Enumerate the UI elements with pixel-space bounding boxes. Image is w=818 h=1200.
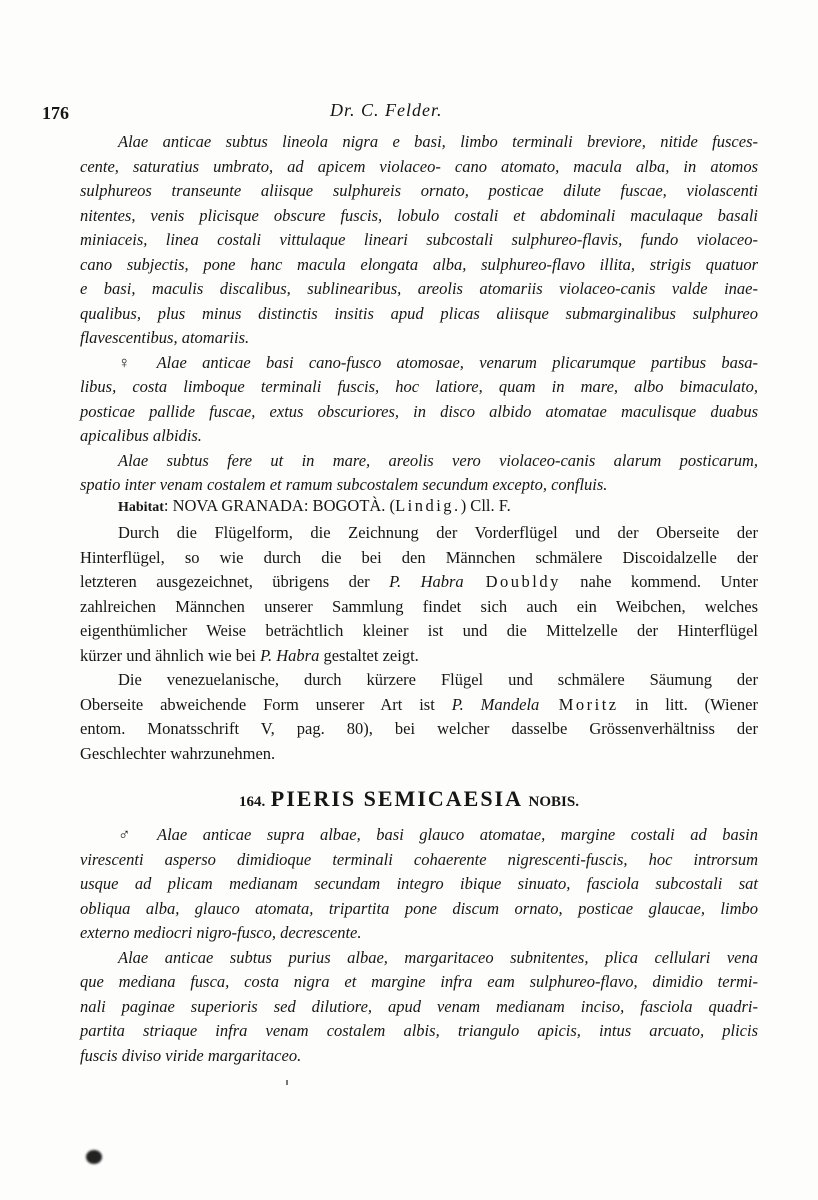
text-line bbox=[80, 872, 758, 897]
text-run: Alae anticae subtus purius albae, margaritaceo subnitentes, plica cellulari vena bbox=[118, 947, 758, 967]
text-line bbox=[80, 277, 758, 302]
running-head: Dr. C. Felder. bbox=[330, 100, 443, 120]
text-run: posticae pallide fuscae, extus obscuriores, in disco albido atomatae maculisque duabus bbox=[80, 401, 758, 421]
text-run: virescenti asperso dimidioque terminali cohaerente nigrescenti-fuscis, hoc introrsum bbox=[80, 849, 758, 869]
text-run: Die venezuelanische, durch kürzere Flügel und schmälere Säumung der bbox=[118, 670, 758, 689]
text-line bbox=[80, 1019, 758, 1044]
text-run: spatio inter venam costalem et ramum subcostalem secundum excepto, confluis. bbox=[80, 475, 608, 494]
text-line bbox=[80, 494, 758, 519]
text-run: P. Mandela bbox=[451, 694, 540, 714]
text-run: Lindig. bbox=[395, 496, 461, 515]
text-run: ) Cll. F. bbox=[460, 496, 511, 515]
text-run: partita striaque infra venam costalem albis, triangulo apicis, intus arcuato, plicis bbox=[80, 1021, 758, 1040]
text-run: fuscis diviso viride margaritaceo. bbox=[80, 1045, 302, 1065]
paragraph-pieris-semicaesia bbox=[80, 823, 758, 1068]
text-line bbox=[80, 921, 758, 946]
text-run: ♀ Alae anticae basi cano-fusco atomosae, venarum plicarumque partibus basa- bbox=[118, 352, 758, 372]
text-run: kürzer und ähnlich wie bei bbox=[80, 645, 261, 665]
text-run: Alae subtus fere ut in mare, areolis vero violaceo-canis alarum posticarum, bbox=[118, 450, 758, 470]
text-line bbox=[80, 179, 758, 204]
text-run: apicalibus albidis. bbox=[80, 426, 202, 445]
text-line bbox=[80, 228, 758, 253]
text-run: in litt. (Wiener bbox=[618, 694, 758, 714]
text-run: nahe kommend. Unter bbox=[560, 572, 759, 591]
text-line bbox=[80, 946, 758, 971]
text-line bbox=[80, 668, 758, 693]
text-line bbox=[80, 619, 758, 644]
text-run: P. Habra bbox=[260, 645, 320, 665]
habitat-line bbox=[80, 494, 758, 519]
text-line bbox=[80, 351, 758, 376]
text-run: Durch die Flügelform, die Zeichnung der Vorderflügel und der Oberseite der bbox=[118, 523, 758, 542]
text-line bbox=[80, 848, 758, 873]
text-line bbox=[80, 970, 758, 995]
text-run: cano subjectis, pone hanc macula elongata alba, sulphureo-flavo illita, strigis quatuor bbox=[80, 254, 758, 274]
text-run: Hinterflügel, so wie durch die bei den Männchen schmälere Discoidalzelle der bbox=[80, 547, 758, 567]
text-run: que mediana fusca, costa nigra et margine infra eam sulphureo-flavo, dimidio termi- bbox=[80, 972, 758, 991]
text-run: miniaceis, linea costali vittulaque lineari subcostali sulphureo-flavis, fundo violaceo- bbox=[80, 230, 758, 249]
text-run: qualibus, plus minus distinctis insitis apud plicas aliisque submarginalibus sulphureo bbox=[80, 303, 758, 323]
species-author: NOBIS. bbox=[528, 794, 579, 810]
text-line bbox=[80, 644, 758, 669]
text-run: gestaltet zeigt. bbox=[319, 645, 419, 665]
text-line bbox=[80, 1044, 758, 1069]
text-line bbox=[80, 449, 758, 474]
text-run: Doubldy bbox=[463, 572, 561, 591]
text-line bbox=[80, 570, 758, 595]
text-run: obliqua alba, glauco atomata, tripartita pone discum ornato, posticae glaucae, limbo bbox=[80, 898, 758, 918]
page-number: 176 bbox=[42, 103, 69, 123]
text-line bbox=[80, 326, 758, 351]
text-line bbox=[80, 375, 758, 400]
text-line bbox=[80, 595, 758, 620]
text-line bbox=[80, 717, 758, 742]
text-line bbox=[80, 130, 758, 155]
text-run: eigenthümlicher Weise beträchtlich kleiner ist und die Mittelzelle der Hinterflügel bbox=[80, 621, 758, 640]
section-heading bbox=[0, 786, 818, 812]
text-run: e basi, maculis discalibus, sublinearibus, areolis atomariis violaceo-canis valde inae- bbox=[80, 279, 758, 298]
text-line bbox=[80, 400, 758, 425]
text-line bbox=[80, 742, 758, 767]
text-line bbox=[80, 693, 758, 718]
species-name: PIERIS SEMICAESIA bbox=[270, 786, 524, 811]
text-run: zahlreichen Männchen unserer Sammlung findet sich auch ein Weibchen, welches bbox=[80, 596, 758, 616]
text-run: Oberseite abweichende Form unserer Art ist bbox=[80, 694, 452, 714]
text-line bbox=[80, 823, 758, 848]
text-run: usque ad plicam medianam secundam integro ibique sinuato, fasciola subcostali sat bbox=[80, 874, 758, 893]
text-run: : NOVA GRANADA: BOGOTÀ. ( bbox=[163, 496, 396, 515]
text-run: nitentes, venis plicisque obscure fuscis, lobulo costali et abdominali maculaque basali bbox=[80, 205, 758, 225]
text-run: ♂ Alae anticae supra albae, basi glauco atomatae, margine costali ad basin bbox=[118, 825, 758, 844]
text-run: cente, saturatius umbrato, ad apicem violaceo- cano atomato, macula alba, in atomos bbox=[80, 156, 758, 176]
text-line bbox=[80, 155, 758, 180]
text-run: sulphureos transeunte aliisque sulphureis ornato, posticae dilute fuscae, violascenti bbox=[80, 181, 758, 200]
text-line bbox=[80, 424, 758, 449]
ink-speck bbox=[286, 1080, 288, 1085]
text-line bbox=[80, 546, 758, 571]
text-run: P. Habra bbox=[389, 572, 464, 591]
text-run: externo mediocri nigro-fusco, decrescente. bbox=[80, 923, 362, 942]
text-run: Geschlechter wahrzunehmen. bbox=[80, 743, 276, 763]
text-run: letzteren ausgezeichnet, übrigens der bbox=[80, 572, 390, 591]
text-run: Moritz bbox=[539, 694, 619, 714]
text-run: Habitat bbox=[118, 500, 164, 515]
text-line bbox=[80, 302, 758, 327]
text-run: Alae anticae subtus lineola nigra e basi, limbo terminali breviore, nitide fusces- bbox=[118, 132, 758, 151]
text-run: libus, costa limboque terminali fuscis, hoc latiore, quam in mare, albo bimaculato, bbox=[80, 377, 758, 396]
section-number: 164. bbox=[239, 794, 266, 810]
text-line bbox=[80, 204, 758, 229]
ink-blot bbox=[86, 1150, 102, 1164]
text-run: nali paginae superioris sed dilutiore, apud venam medianam inciso, fasciola quadri- bbox=[80, 996, 758, 1016]
text-run: flavescentibus, atomariis. bbox=[80, 328, 250, 347]
text-line bbox=[80, 897, 758, 922]
paragraph-german bbox=[80, 521, 758, 766]
text-line bbox=[80, 253, 758, 278]
text-line bbox=[80, 521, 758, 546]
text-run: entom. Monatsschrift V, pag. 80), bei welcher dasselbe Grössenverhältniss der bbox=[80, 719, 758, 738]
text-line bbox=[80, 995, 758, 1020]
paragraph-alae-anticae-subtus bbox=[80, 130, 758, 498]
